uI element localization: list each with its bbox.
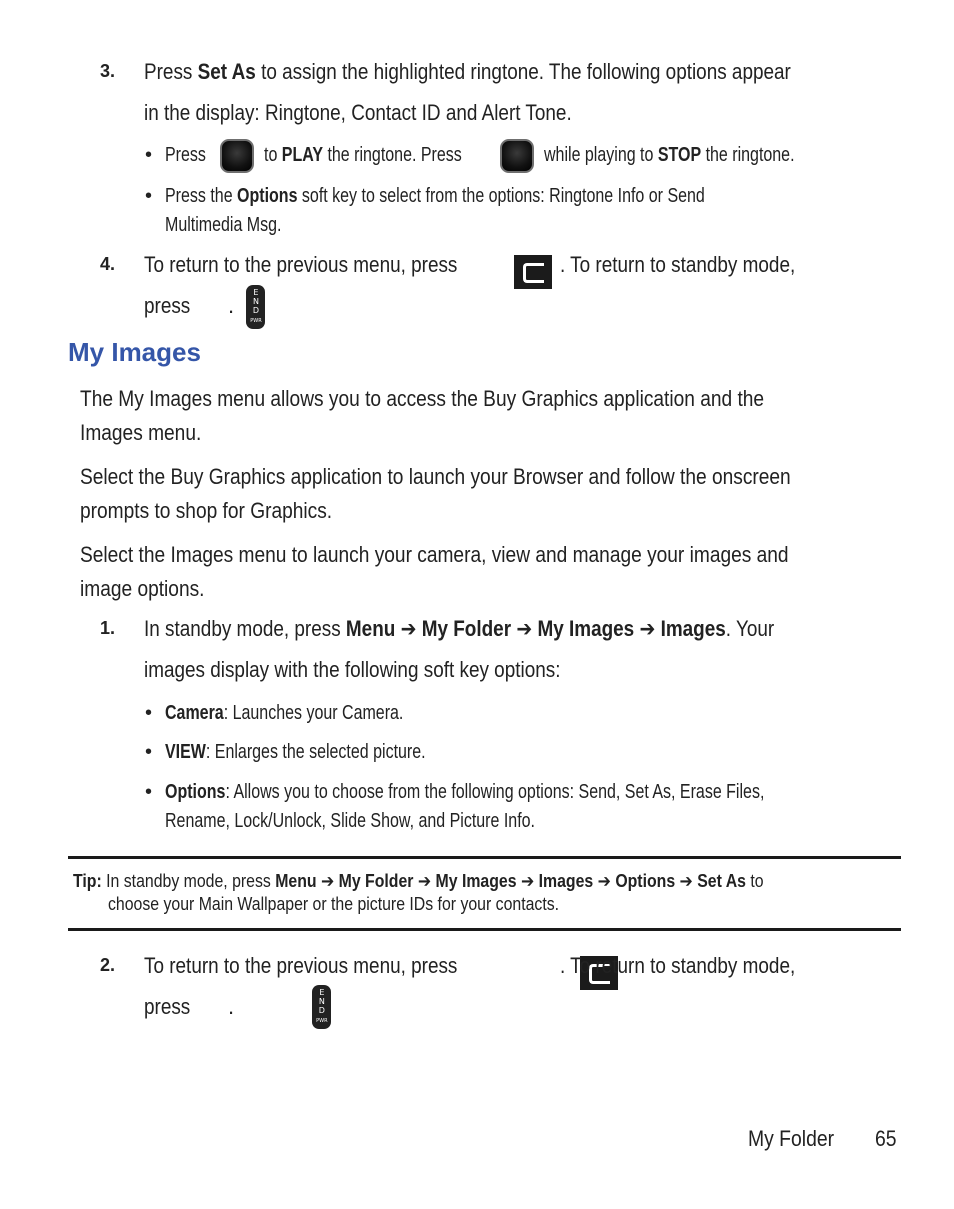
stop-label: STOP — [657, 144, 702, 166]
step-1: 1. In standby mode, press Menu ➔ My Folder ➔ My Images ➔ Images. Your — [144, 608, 877, 649]
bullet-camera: • Camera: Launches your Camera. — [145, 702, 404, 724]
end-key-icon: E N D PWR — [246, 285, 265, 329]
step-number: 1. — [100, 618, 116, 638]
paragraph-intro: The My Images menu allows you to access the Buy Graphics application and the Images menu. — [80, 386, 765, 445]
nav-key-icon — [500, 139, 534, 173]
step-3-line-2: in the display: Ringtone, Contact ID and Alert Tone. — [144, 100, 572, 125]
step-4-line-1-end: . To return to standby mode, — [560, 252, 796, 277]
tip-line-1: Tip: In standby mode, press Menu ➔ My Folder ➔ My Images ➔ Images ➔ Options ➔ Set As to — [73, 871, 764, 891]
bullet-view: • VIEW: Enlarges the selected picture. — [145, 741, 426, 763]
step-4: 4. To return to the previous menu, press — [144, 244, 508, 285]
bullet-options: • Press the Options soft key to select from the options: Ringtone Info or Send — [145, 185, 705, 207]
paragraph-buy-graphics: Select the Buy Graphics application to launch your Browser and follow the onscreen prompts to shop for Graphics. — [80, 464, 791, 523]
step-number: 3. — [100, 61, 116, 81]
step-4-period: . — [228, 293, 235, 318]
tip-line-2: choose your Main Wallpaper or the picture IDs for your contacts. — [108, 894, 560, 914]
clear-key-icon — [514, 255, 552, 289]
options-label: Options — [237, 185, 298, 207]
end-key-icon: E N D PWR — [312, 985, 331, 1029]
step-3: 3. Press Set As to assign the highlighted ringtone. The following options appear — [144, 51, 896, 92]
tip-top-rule — [68, 856, 901, 859]
step-4-line-2: press — [144, 293, 191, 318]
footer-section: My Folder — [748, 1126, 835, 1151]
bullet-options-menu-line-2: Rename, Lock/Unlock, Slide Show, and Picture Info. — [165, 810, 535, 832]
tip-bottom-rule — [68, 928, 901, 931]
step-number: 2. — [100, 955, 116, 975]
play-label: PLAY — [281, 144, 324, 166]
tip-label: Tip: — [73, 871, 102, 891]
bullet-options-line-2: Multimedia Msg. — [165, 214, 282, 236]
step-2-line-1-end: . To return to standby mode, — [560, 953, 796, 978]
step-2-period: . — [228, 994, 235, 1019]
step-number: 4. — [100, 254, 116, 274]
bullet-stop-text: while playing to STOP the ringtone. — [544, 144, 795, 166]
bullet-play-text: to PLAY the ringtone. Press — [264, 144, 462, 166]
step-2-line-2: press — [144, 994, 191, 1019]
step-2: 2. To return to the previous menu, press — [144, 945, 508, 986]
set-as-label: Set As — [197, 59, 256, 84]
paragraph-images-menu: Select the Images menu to launch your camera, view and manage your images and image options. — [80, 542, 789, 601]
nav-key-icon — [220, 139, 254, 173]
bullet-options-menu: • Options: Allows you to choose from the following options: Send, Set As, Erase Files, — [145, 781, 765, 803]
bullet-play-stop: • Press — [145, 144, 206, 166]
step-1-line-2: images display with the following soft key options: — [144, 657, 561, 682]
page-number: 65 — [875, 1126, 897, 1151]
section-heading: My Images — [68, 337, 201, 367]
